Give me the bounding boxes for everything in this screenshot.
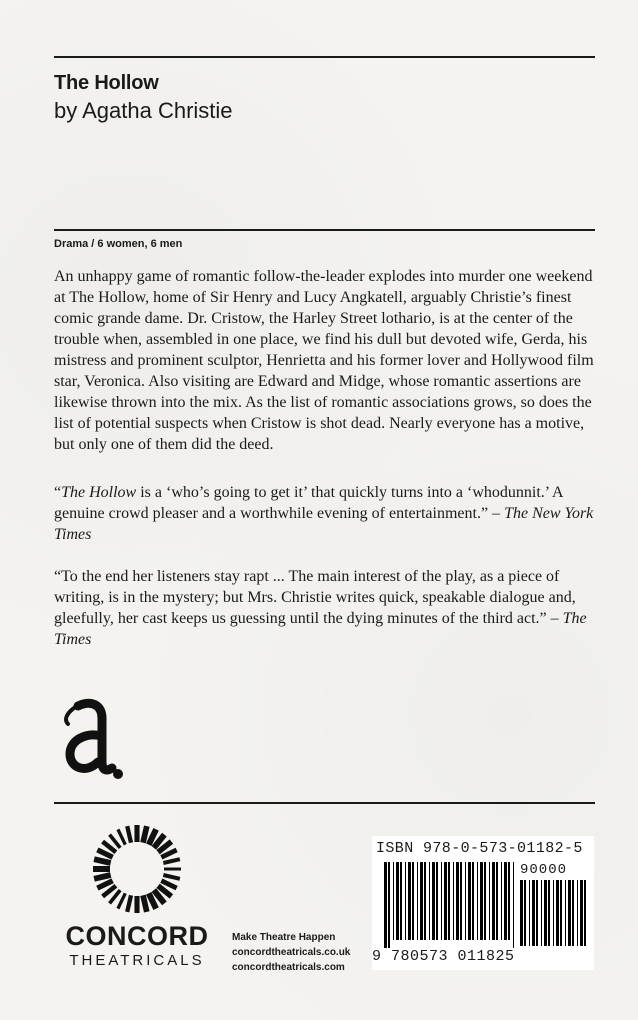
footer-rule xyxy=(54,802,595,804)
barcode-bar xyxy=(405,862,406,940)
barcode-bar xyxy=(408,862,411,940)
review-quote-2 xyxy=(54,566,594,650)
genre-rule xyxy=(54,229,595,231)
ring-tick xyxy=(118,893,125,908)
barcode-bar xyxy=(456,862,459,940)
barcode-bar xyxy=(448,862,450,940)
barcode-bar xyxy=(465,862,466,940)
barcode-bar xyxy=(541,880,542,946)
quote-2-source: The Times xyxy=(54,610,587,648)
price-code: 90000 xyxy=(520,862,568,878)
barcode-bar xyxy=(444,862,447,940)
barcode-bar xyxy=(484,862,486,940)
ring-tick xyxy=(127,895,131,912)
top-rule xyxy=(54,56,595,58)
barcode-bar xyxy=(513,862,514,948)
barcode-bar xyxy=(480,862,483,940)
ring-tick xyxy=(118,829,125,844)
ring-tick xyxy=(143,826,147,843)
barcode-bar xyxy=(501,862,502,940)
barcode-bar xyxy=(477,862,478,940)
quote-1-text: is a ‘who’s going to get it’ that quickly turns into a ‘whodunnit.’ A genuine crowd pleaser and a worthwhile evening of entertainment.” – xyxy=(54,484,563,522)
barcode-bar xyxy=(496,862,498,940)
barcode-bar xyxy=(489,862,490,940)
book-title: The Hollow xyxy=(54,72,159,94)
ring-tick xyxy=(127,826,131,843)
barcode-bar xyxy=(388,862,390,948)
barcode-bar xyxy=(572,880,574,946)
concord-ring-logo-icon xyxy=(56,822,218,916)
publisher-contact xyxy=(232,930,350,975)
ean-barcode xyxy=(384,862,516,948)
barcode-bar xyxy=(529,880,530,946)
barcode-bar xyxy=(560,880,562,946)
addon-barcode xyxy=(520,880,588,948)
ring-tick xyxy=(94,859,111,863)
barcode-bar xyxy=(400,862,402,940)
ring-tick xyxy=(97,881,112,888)
publisher-site-uk[interactable]: concordtheatricals.co.uk xyxy=(232,947,351,958)
ring-tick xyxy=(163,859,180,863)
barcode-bar xyxy=(565,880,566,946)
barcode-bar xyxy=(492,862,495,940)
barcode-bar xyxy=(436,862,438,940)
barcode-bar xyxy=(520,880,523,946)
barcode-bar xyxy=(580,880,583,946)
barcode-bar xyxy=(393,862,394,940)
quote-1-open: “ xyxy=(54,484,62,501)
barcode-bar xyxy=(468,862,471,940)
barcode-bar xyxy=(472,862,474,940)
barcode-bar xyxy=(536,880,538,946)
barcode-bar xyxy=(548,880,550,946)
barcode-bar xyxy=(424,862,426,940)
barcode-bar xyxy=(508,862,510,940)
quote-1-italic-title: The Hollow xyxy=(61,484,137,501)
publisher-name: CONCORD xyxy=(65,921,209,951)
ring-tick xyxy=(143,895,147,912)
barcode-bar xyxy=(396,862,399,940)
barcode-bar xyxy=(532,880,535,946)
publisher-subname: THEATRICALS xyxy=(69,952,205,969)
ring-tick xyxy=(163,875,180,879)
barcode-bar xyxy=(460,862,462,940)
isbn-label: ISBN 978-0-573-01182-5 xyxy=(376,840,583,857)
barcode-bar xyxy=(556,880,559,946)
genre-cast-line: Drama / 6 women, 6 men xyxy=(54,238,183,250)
barcode-bar xyxy=(524,880,526,946)
quote-2-text: “To the end her listeners stay rapt ... The main interest of the play, as a piece of writing, is in the mystery; but Mrs. Christie writes quick, speakable dialogue and, gleefully, her cast keeps us guessing until the dying minutes of the third act.” – xyxy=(54,568,576,627)
barcode-bar xyxy=(577,880,578,946)
publisher-site-com[interactable]: concordtheatricals.com xyxy=(232,962,345,973)
synopsis: An unhappy game of romantic follow-the-leader explodes into murder one weekend at The Hollow, home of Sir Henry and Lucy Angkatell, arguably Christie’s finest comic grande dame. Dr. Cristow, the Harley Street lothario, is at the center of the trouble when, assembled in one place, we find his dull but devoted wife, Gerda, his mistress and prominent sculptor, Henrietta and his former lover and Hollywood film star, Veronica. Also visiting are Edward and Midge, whose romantic assertions are likewise thrown into the mix. As the list of romantic associations grows, so does the list of potential suspects when Cristow is shot dead. Nearly everyone has a motive, but only one of them did the deed. xyxy=(54,268,594,453)
ring-tick xyxy=(97,850,112,857)
barcode-bar xyxy=(568,880,571,946)
book-author: by Agatha Christie xyxy=(54,98,233,123)
barcode-bar xyxy=(417,862,418,940)
review-quote-1 xyxy=(54,482,594,545)
barcode-bar xyxy=(453,862,454,940)
barcode-bar xyxy=(441,862,442,940)
publisher-tagline: Make Theatre Happen xyxy=(232,932,336,943)
quote-1-source: The New York Times xyxy=(54,505,594,543)
barcode-bar xyxy=(384,862,387,948)
barcode-bar xyxy=(553,880,554,946)
barcode-bar xyxy=(412,862,414,940)
barcode-bar xyxy=(420,862,423,940)
barcode-bar xyxy=(584,880,586,946)
ring-tick xyxy=(94,875,111,879)
barcode-bar xyxy=(432,862,435,940)
barcode-bar xyxy=(504,862,507,940)
ean-digits: 9 780573 011825 xyxy=(372,948,515,965)
barcode-bar xyxy=(429,862,430,940)
barcode-bar xyxy=(544,880,547,946)
ampersand-a-monogram-icon xyxy=(56,698,126,782)
